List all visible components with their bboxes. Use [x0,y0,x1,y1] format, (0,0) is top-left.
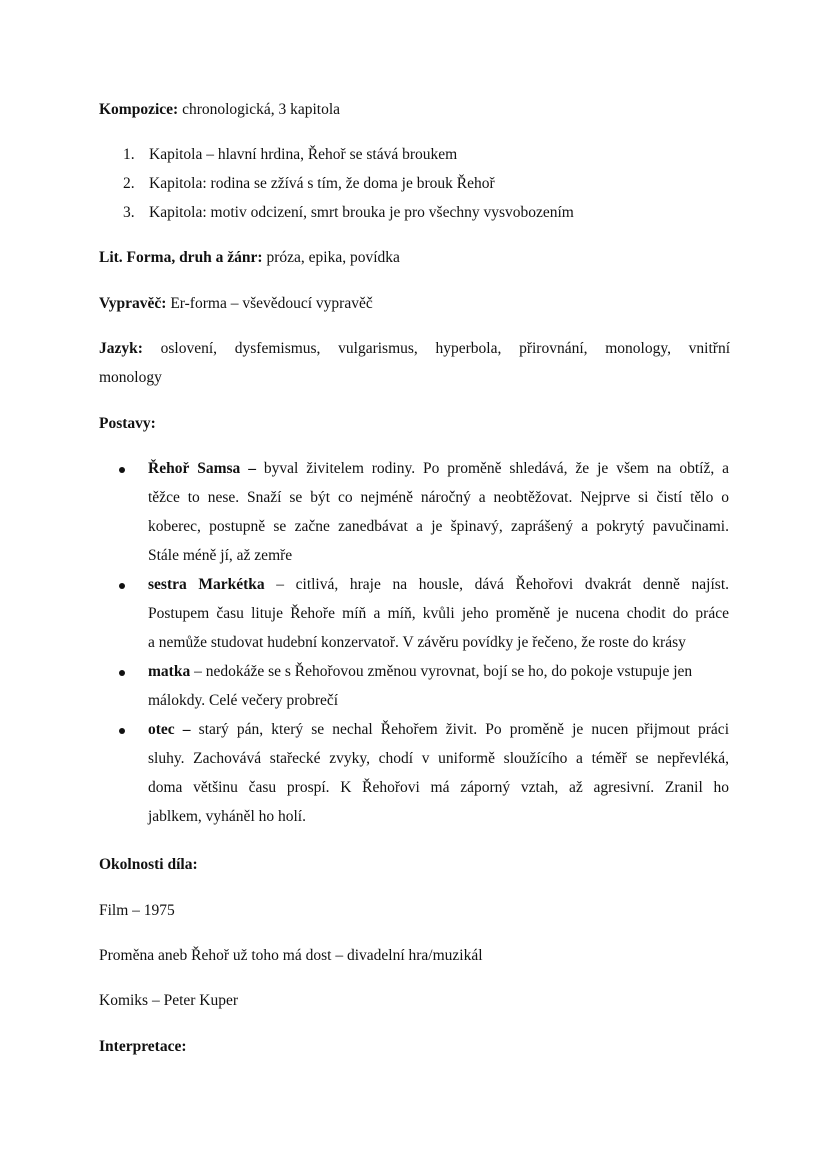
character-name: matka [148,663,191,680]
interpretation-heading: Interpretace: [99,1038,187,1055]
narrator-value: Er-forma – vševědoucí vypravěč [166,295,373,312]
chapter-item-1 [123,145,457,165]
character-2-line-1 [148,575,729,595]
chapter-text: Kapitola: motiv odcizení, smrt brouka je pro všechny vysvobozením [149,204,574,221]
chapter-number: 1. [123,146,135,163]
character-text: – nedokáže se s Řehořovou změnou vyrovnat, bojí se ho, do pokoje vstupuje jen [190,663,693,680]
character-4-line-4: jablkem, vyháněl ho holí. [148,808,306,825]
character-name: Řehoř Samsa – [148,460,256,477]
characters-heading: Postavy: [99,415,156,432]
character-4-line-1 [148,720,729,740]
character-text: – citlivá, hraje na housle, dává Řehořovi dvakrát denně najíst. [264,576,730,593]
form-label: Lit. Forma, druh a žánr: [99,249,263,266]
circumstance-item-3: Komiks – Peter Kuper [99,992,239,1009]
language-label: Jazyk: [99,340,143,357]
chapter-number: 2. [123,175,135,192]
chapter-text: Kapitola: rodina se zžívá s tím, že doma je brouk Řehoř [149,175,495,192]
circumstance-item-2: Proměna aneb Řehoř už toho má dost – divadelní hra/muzikál [99,947,483,964]
circumstance-item-1: Film – 1975 [99,902,175,919]
character-2-line-2: Postupem času lituje Řehoře míň a míň, kvůli jeho proměně je nucena chodit do práce [148,605,729,622]
chapter-number: 3. [123,204,135,221]
chapter-item-3 [123,203,574,223]
composition-label: Kompozice: [99,101,179,118]
composition-value: chronologická, 3 kapitola [178,101,341,118]
character-1-line-3: koberec, postupně se začne zanedbávat a je špinavý, zaprášený a pokrytý pavučinami. [148,518,729,535]
bullet-icon [119,728,125,734]
bullet-icon [119,670,125,676]
character-3-line-2: málokdy. Celé večery probrečí [148,692,339,709]
composition-line [99,100,340,120]
form-value: próza, epika, povídka [262,249,400,266]
character-1-line-2: těžce to nese. Snaží se být co nejméně náročný a neobtěžovat. Nejprve si čistí tělo o [148,489,729,506]
bullet-icon [119,467,125,473]
language-line-1 [99,339,730,359]
language-value-continued: monology [99,369,162,386]
character-text: byval živitelem rodiny. Po proměně shledává, že je všem na obtíž, a [255,460,729,477]
narrator-label: Vypravěč: [99,295,167,312]
circumstances-heading: Okolnosti díla: [99,856,198,873]
language-line-2 [99,368,162,388]
character-3-line-1 [148,662,729,682]
character-1-line-1 [148,459,729,479]
language-value: oslovení, dysfemismus, vulgarismus, hyperbola, přirovnání, monology, vnitřní [160,340,730,357]
character-2-line-3: a nemůže studovat hudební konzervatoř. V závěru povídky je řečeno, že roste do krásy [148,634,686,651]
character-4-line-2: sluhy. Zachovává stařecké zvyky, chodí v uniformě sloužícího a téměř se nepřevléká, [148,750,729,767]
bullet-icon [119,583,125,589]
character-name: otec – [148,721,191,738]
chapter-item-2 [123,174,495,194]
form-line [99,248,400,268]
chapter-text: Kapitola – hlavní hrdina, Řehoř se stává broukem [149,146,458,163]
character-name: sestra Markétka [148,576,265,593]
narrator-line [99,294,373,314]
character-1-line-4: Stále méně jí, až zemře [148,547,293,564]
character-text: starý pán, který se nechal Řehořem živit. Po proměně je nucen přijmout práci [190,721,729,738]
character-4-line-3: doma většinu času prospí. K Řehořovi má záporný vztah, až agresivní. Zranil ho [148,779,729,796]
